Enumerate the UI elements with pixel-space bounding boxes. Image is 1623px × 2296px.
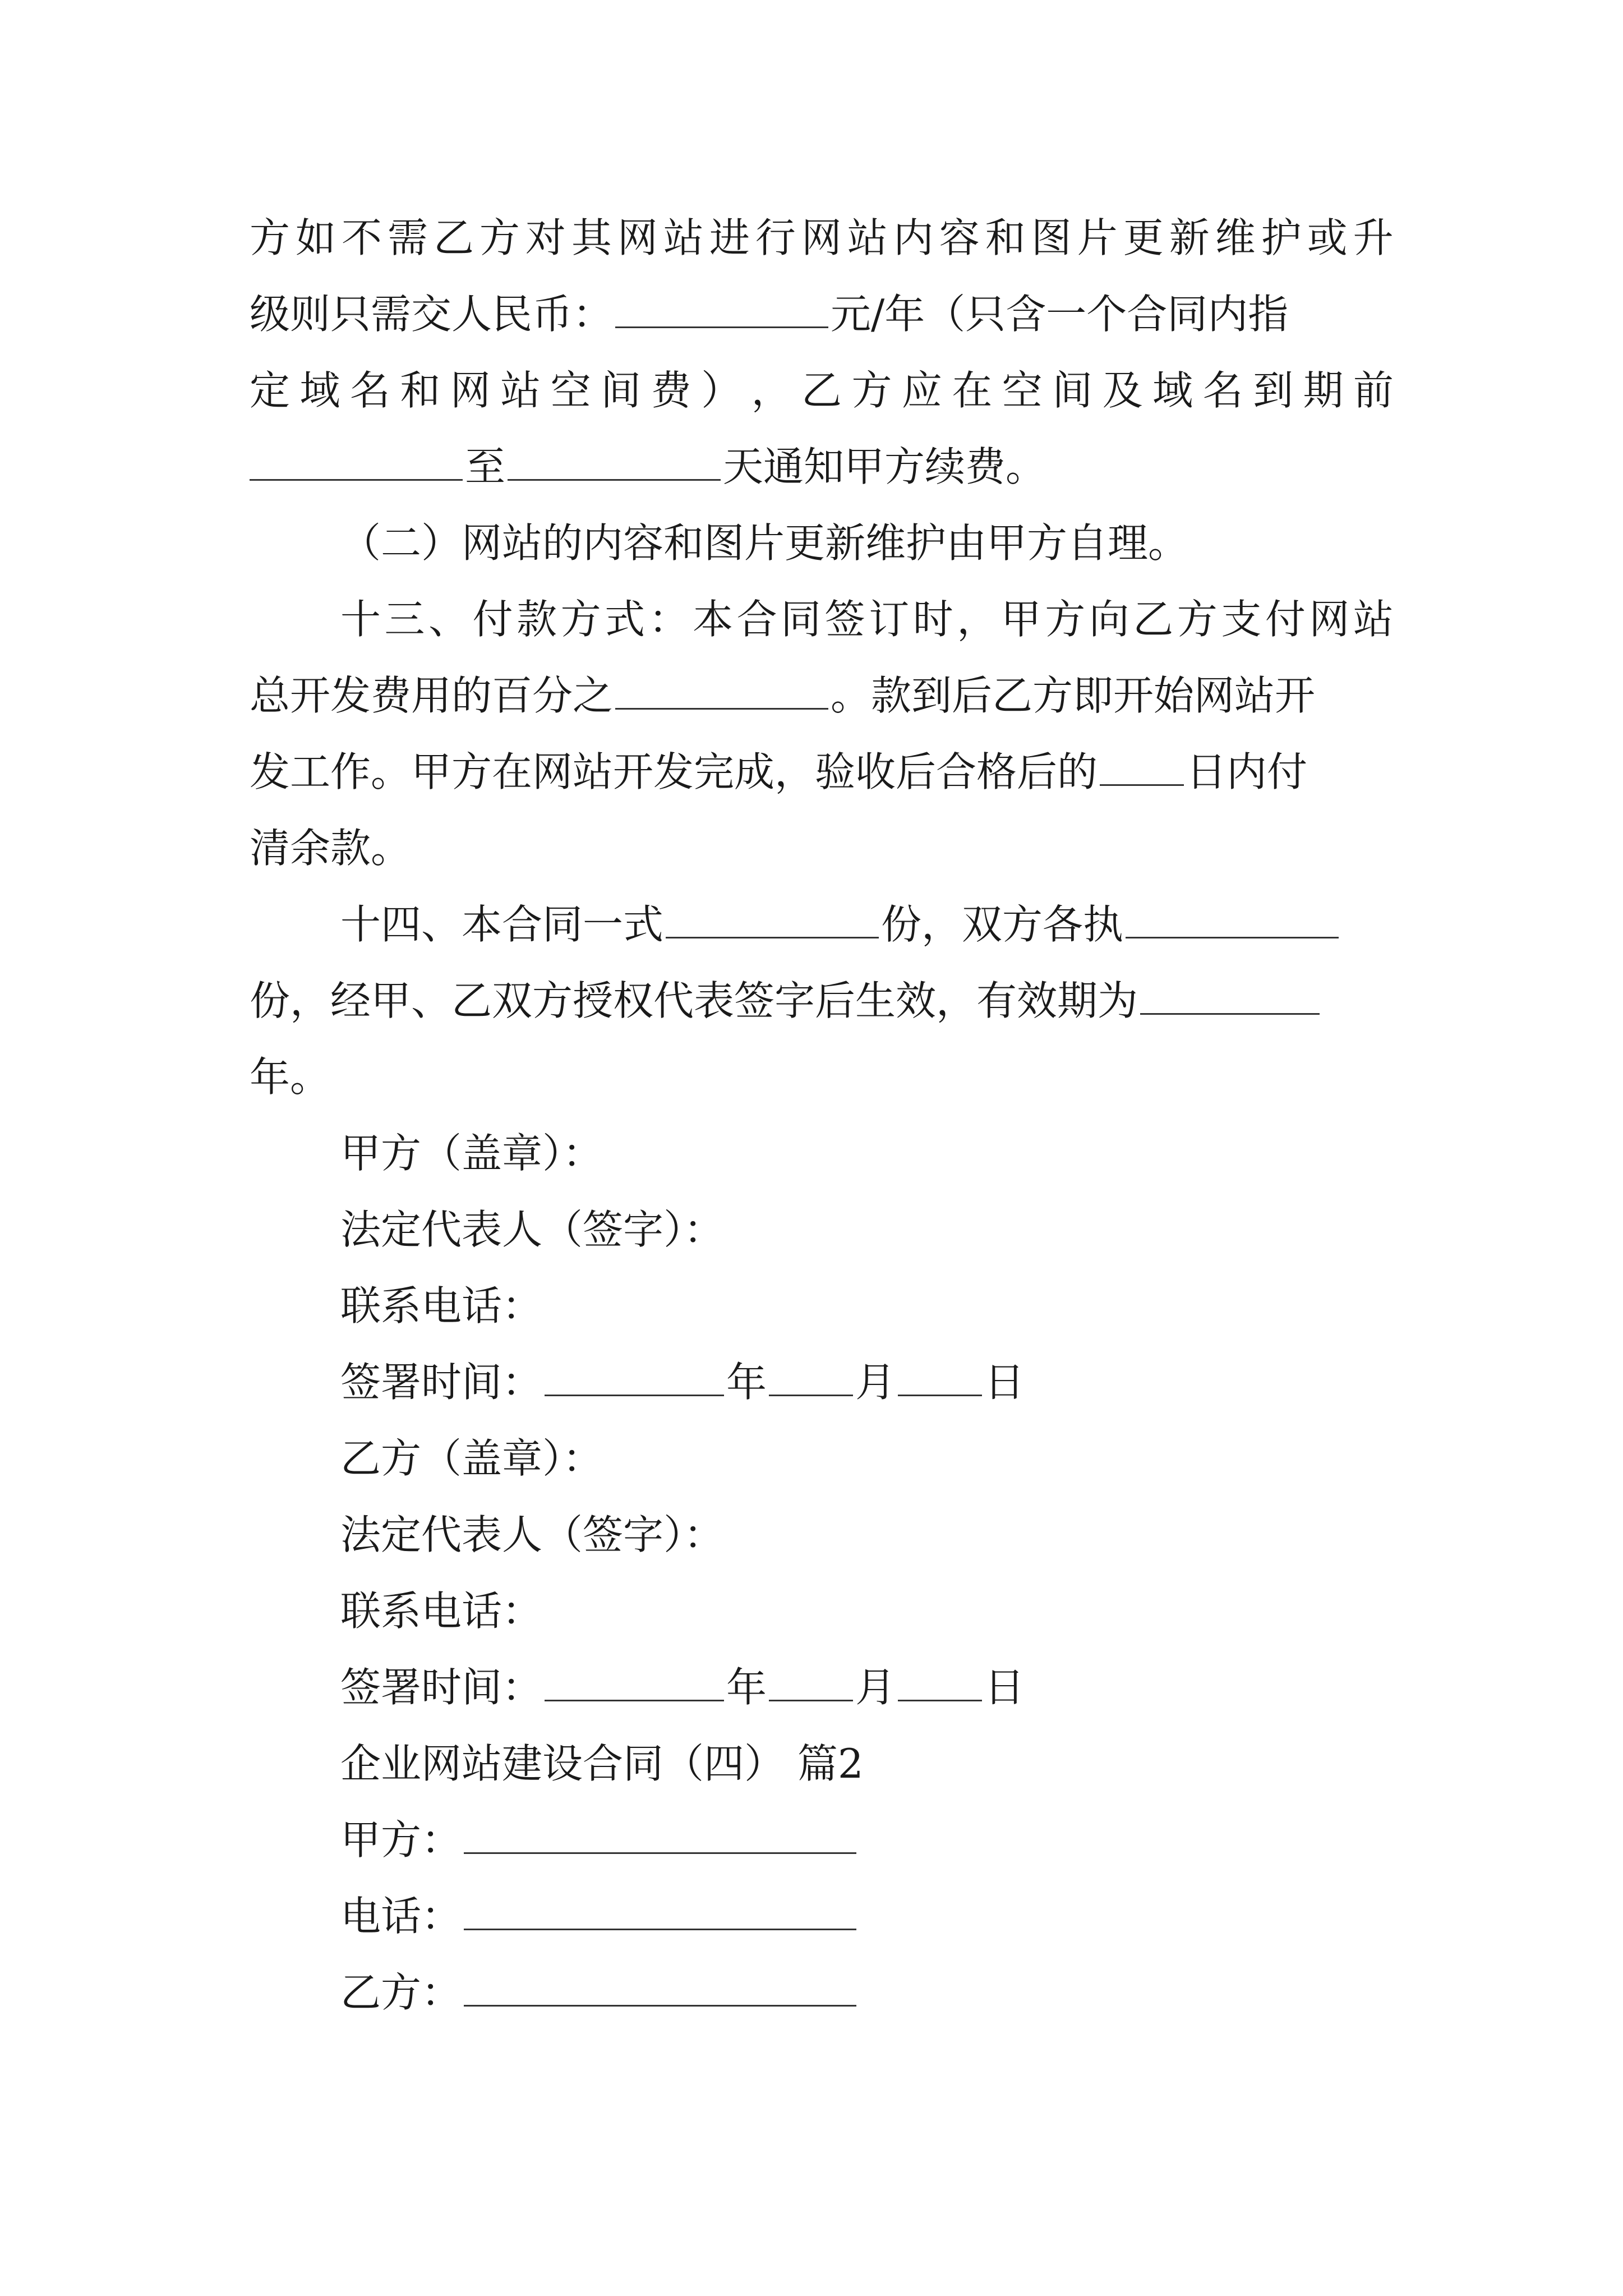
fee-line-1-text-char: 内 <box>893 214 934 261</box>
clause-14-line-1-prefix: 十四、本合同一式 <box>340 901 664 948</box>
fee-line-1-text-char: 进 <box>709 214 750 261</box>
fee-line-3-text-char: 应 <box>901 367 942 414</box>
clause-13-line-1-text-char: 订 <box>869 596 910 643</box>
fee-paragraph-line-3 <box>250 361 1394 420</box>
clause-13-line-1-text-char: 签 <box>824 596 865 643</box>
item-two-text: （二）网站的内容和图片更新维护由甲方自理。 <box>340 519 1189 567</box>
clause-13-line-1-text-char: 本 <box>693 596 734 643</box>
party-a-year-blank <box>545 1355 724 1396</box>
fee-line-1-text-char: 护 <box>1261 214 1302 261</box>
fee-line-3-text-char: ， <box>751 367 792 414</box>
clause-13-line-1-text-char: 付 <box>1265 596 1306 643</box>
next-phone-blank <box>464 1889 856 1930</box>
fee-line-3-text-char: 期 <box>1303 367 1344 414</box>
clause-13-line-1-text-char: 乙 <box>1133 596 1174 643</box>
fee-line-1-text-char: 图 <box>1031 214 1072 261</box>
clause-14-line-2 <box>250 972 1394 1030</box>
fee-line-3-text-char: 域 <box>1152 367 1193 414</box>
next-party-a <box>340 1811 1394 1869</box>
clause-13-line-1-text-char: 三 <box>384 596 425 643</box>
party-a-phone-label: 联系电话： <box>340 1282 543 1329</box>
party-a-day-blank <box>898 1355 982 1396</box>
party-a-seal <box>340 1124 1394 1182</box>
fee-line-3-text-char: 域 <box>299 367 340 414</box>
fee-paragraph-line-2 <box>250 285 1394 343</box>
party-a-representative <box>340 1200 1394 1259</box>
fee-line-1-text-char: 站 <box>663 214 704 261</box>
party-a-phone <box>340 1277 1394 1335</box>
party-b-day-blank <box>898 1660 982 1701</box>
next-party-b <box>340 1963 1394 2022</box>
clause-13-line-1-text-char: 款 <box>517 596 557 643</box>
notice-end-blank <box>508 440 721 481</box>
party-b-month-label: 月 <box>855 1664 896 1711</box>
clause-13-line-3-prefix: 发工作。甲方在网站开发完成，验收后合格后的 <box>250 748 1098 795</box>
party-a-sign-date <box>340 1353 1394 1411</box>
clause-13-line-2 <box>250 666 1394 725</box>
copies-each-blank <box>1126 898 1339 938</box>
fee-line-1-text-char: 网 <box>617 214 658 261</box>
fee-line-3-text-char: 间 <box>1052 367 1093 414</box>
party-b-seal <box>340 1429 1394 1488</box>
fee-line-1-text-char: 网 <box>801 214 842 261</box>
party-b-year-label: 年 <box>726 1664 767 1711</box>
fee-line-3-text-char: 和 <box>400 367 441 414</box>
fee-line-2-suffix: 元/年（只含一个合同内指 <box>831 291 1289 338</box>
fee-line-3-text-char: 方 <box>851 367 892 414</box>
fee-line-1-text-char: 容 <box>939 214 980 261</box>
fee-line-1-text-char: 需 <box>387 214 428 261</box>
next-phone <box>340 1887 1394 1945</box>
clause-13-line-2-suffix: 。款到后乙方即开始网站开 <box>831 672 1316 719</box>
fee-line-1-text-char: 片 <box>1077 214 1118 261</box>
party-b-date-label: 签署时间： <box>340 1664 543 1711</box>
clause-14-line-1-mid: 份，双方各执 <box>881 901 1124 948</box>
copies-total-blank <box>666 898 879 938</box>
validity-years-blank <box>1140 974 1320 1015</box>
party-a-year-label: 年 <box>726 1359 767 1406</box>
party-b-sign-date <box>340 1658 1394 1717</box>
fee-paragraph-line-1 <box>250 209 1394 267</box>
fee-line-3-text-char: 间 <box>601 367 642 414</box>
next-phone-label: 电话： <box>340 1893 462 1940</box>
party-a-month-label: 月 <box>855 1359 896 1406</box>
fee-line-1-text-char: 如 <box>295 214 336 261</box>
fee-line-1-text-char: 其 <box>571 214 612 261</box>
next-party-a-label: 甲方： <box>340 1816 462 1864</box>
clause-13-line-4 <box>250 819 1394 877</box>
fee-line-4-suffix: 天通知甲方续费。 <box>723 443 1046 490</box>
fee-line-3-text-char: 及 <box>1102 367 1143 414</box>
party-b-phone <box>340 1582 1394 1640</box>
clause-14-line-2-prefix: 份，经甲、乙双方授权代表签字后生效，有效期为 <box>250 977 1138 1024</box>
clause-13-line-1-text-char: 网 <box>1309 596 1350 643</box>
fee-paragraph-line-4 <box>250 438 1394 496</box>
party-b-rep-label: 法定代表人（签字）： <box>340 1511 725 1558</box>
fee-line-3-text-char: 乙 <box>801 367 842 414</box>
clause-13-line-1-text-char: 同 <box>781 596 822 643</box>
party-a-day-label: 日 <box>984 1359 1025 1406</box>
fee-amount-blank <box>615 287 828 328</box>
fee-line-3-text-char: 空 <box>550 367 591 414</box>
fee-line-1-text-char: 方 <box>250 214 291 261</box>
party-b-month-blank <box>769 1660 853 1701</box>
clause-14-line-3 <box>250 1048 1394 1106</box>
fee-line-1-text-char: 新 <box>1169 214 1210 261</box>
next-party-b-label: 乙方： <box>340 1969 462 2016</box>
party-b-representative <box>340 1506 1394 1564</box>
fee-line-3-text-char: 定 <box>250 367 291 414</box>
clause-13-line-1-text-char: 方 <box>1177 596 1218 643</box>
party-a-date-label: 签署时间： <box>340 1359 543 1406</box>
clause-13-line-1-text-char: 十 <box>340 596 381 643</box>
clause-14-line-1 <box>340 895 1394 954</box>
fee-line-1-text-char: 更 <box>1123 214 1164 261</box>
clause-13-line-1-text-char: 向 <box>1089 596 1129 643</box>
clause-13-line-1-text-char: 支 <box>1221 596 1262 643</box>
clause-13-line-1-text-char: 方 <box>1045 596 1086 643</box>
clause-13-line-1-text-char: 合 <box>736 596 777 643</box>
item-two <box>340 514 1394 572</box>
clause-14-line-3-text: 年。 <box>250 1053 331 1101</box>
next-party-b-blank <box>464 1966 856 2007</box>
clause-13-line-1-text-char: 甲 <box>1000 596 1041 643</box>
notice-start-blank <box>250 440 463 481</box>
clause-13-line-1-text-char: 式 <box>605 596 645 643</box>
fee-line-3-text-char: 名 <box>1202 367 1243 414</box>
fee-line-3-text-char: 在 <box>952 367 993 414</box>
fee-line-1-text-char: 乙 <box>433 214 474 261</box>
fee-line-3-text-char: 费 <box>651 367 691 414</box>
clause-13-line-1-text-char: 站 <box>1353 596 1394 643</box>
party-a-month-blank <box>769 1355 853 1396</box>
party-b-year-blank <box>545 1660 724 1701</box>
fee-line-1-text-char: 行 <box>755 214 796 261</box>
fee-line-3-text-char: 到 <box>1253 367 1294 414</box>
fee-line-1-text-char: 维 <box>1215 214 1256 261</box>
clause-13-line-1-text-char: 方 <box>560 596 601 643</box>
fee-line-3-text-char: 网 <box>450 367 491 414</box>
party-b-day-label: 日 <box>984 1664 1025 1711</box>
fee-line-1-text-char: 方 <box>479 214 520 261</box>
clause-13-line-1-text-char: ， <box>957 596 998 643</box>
fee-line-4-mid: 至 <box>465 443 506 490</box>
clause-13-line-2-prefix: 总开发费用的百分之 <box>250 672 614 719</box>
percentage-blank <box>615 669 828 710</box>
fee-line-1-text-char: 升 <box>1353 214 1394 261</box>
next-section-title <box>340 1734 1394 1793</box>
fee-line-1-text-char: 不 <box>341 214 382 261</box>
clause-13-line-1-text-char: 时 <box>912 596 953 643</box>
party-b-seal-label: 乙方（盖章）： <box>340 1435 603 1482</box>
fee-line-3-text-char: 站 <box>500 367 541 414</box>
next-party-a-blank <box>464 1813 856 1854</box>
clause-13-line-1 <box>340 590 1394 648</box>
party-b-phone-label: 联系电话： <box>340 1588 543 1635</box>
clause-13-line-1-text-char: 付 <box>472 596 513 643</box>
clause-13-line-3-suffix: 日内付 <box>1186 748 1308 795</box>
fee-line-1-text-char: 和 <box>985 214 1026 261</box>
fee-line-1-text-char: 或 <box>1307 214 1348 261</box>
fee-line-1-text-char: 站 <box>847 214 888 261</box>
fee-line-1-text-char: 对 <box>525 214 566 261</box>
payment-days-blank <box>1100 745 1184 786</box>
fee-line-3-text-char: 前 <box>1353 367 1394 414</box>
party-a-rep-label: 法定代表人（签字）： <box>340 1206 725 1253</box>
clause-13-line-4-text: 清余款。 <box>250 825 412 872</box>
fee-line-3-text-char: 空 <box>1002 367 1043 414</box>
clause-13-line-3 <box>250 743 1394 801</box>
fee-line-3-text-char: 名 <box>349 367 390 414</box>
fee-line-3-text-char: ） <box>701 367 742 414</box>
fee-line-2-prefix: 级则只需交人民币： <box>250 291 614 338</box>
next-section-title-text: 企业网站建设合同（四） 篇2 <box>340 1740 864 1787</box>
clause-13-line-1-text-char: ： <box>648 596 689 643</box>
party-a-seal-label: 甲方（盖章）： <box>340 1130 603 1177</box>
clause-13-line-1-text-char: 、 <box>428 596 469 643</box>
